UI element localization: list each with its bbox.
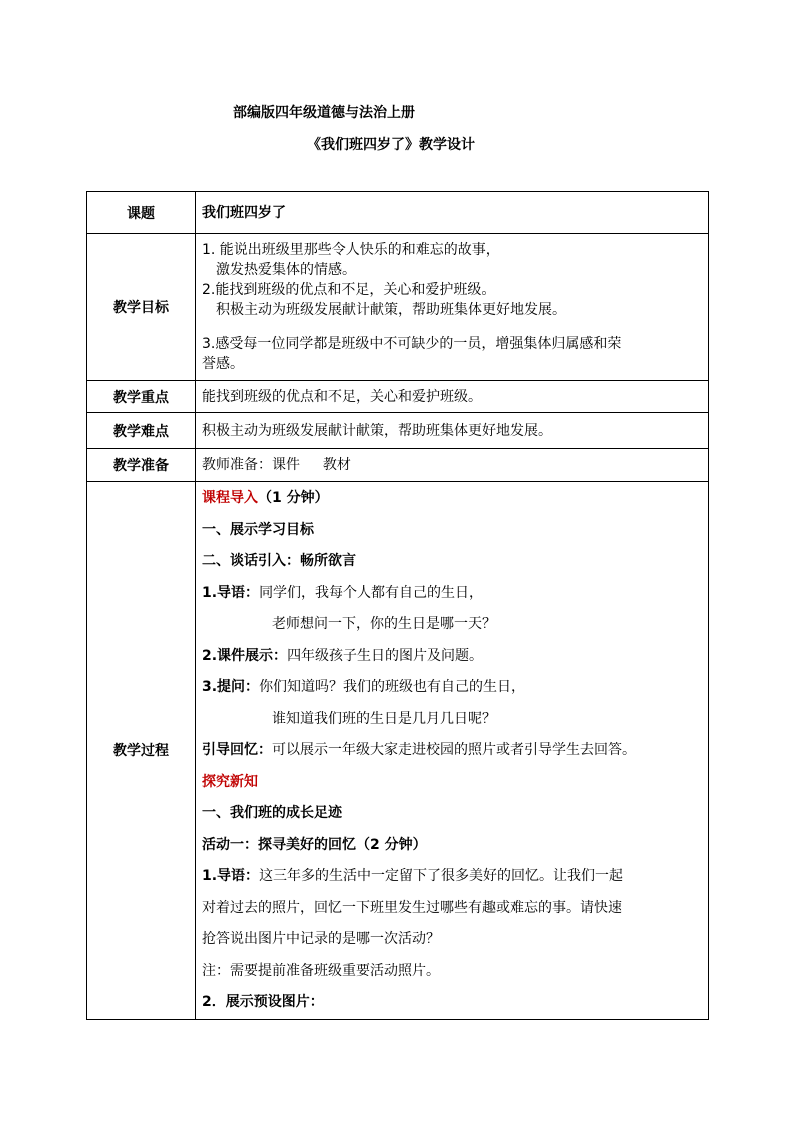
item-1-cont: 老师想问一下，你的生日是哪一天？ bbox=[272, 616, 496, 632]
table-row-preparation bbox=[87, 449, 709, 482]
item-2-line bbox=[202, 641, 702, 673]
table-row-topic bbox=[87, 192, 709, 234]
objective-line: 3.感受每一位同学都是班级中不可缺少的一员，增强集体归属感和荣 bbox=[202, 336, 622, 352]
process-label: 教学过程 bbox=[87, 482, 196, 1020]
guide-label: 引导回忆： bbox=[202, 742, 272, 758]
item-2-text: 四年级孩子生日的图片及问题。 bbox=[287, 647, 484, 664]
table-row-key-point bbox=[87, 381, 709, 413]
objective-line: 激发热爱集体的情感。 bbox=[216, 262, 356, 278]
activity-1: 活动一：探寻美好的回忆（2 分钟） bbox=[202, 836, 427, 853]
step-2: 二、谈话引入：畅所欲言 bbox=[202, 553, 356, 569]
key-point-value: 能找到班级的优点和不足，关心和爱护班级。 bbox=[196, 381, 709, 413]
difficulty-value: 积极主动为班级发展献计献策，帮助班集体更好地发展。 bbox=[196, 413, 709, 449]
lead-text-1: 这三年多的生活中一定留下了很多美好的回忆。让我们一起 bbox=[259, 868, 624, 884]
table-row-difficulty bbox=[87, 413, 709, 449]
note-line: 注：需要提前准备班级重要活动照片。 bbox=[202, 962, 440, 979]
item-3-cont: 谁知道我们班的生日是几月几日呢？ bbox=[272, 710, 496, 727]
difficulty-label: 教学难点 bbox=[87, 413, 196, 449]
item-3-text: 你们知道吗？我们的班级也有自己的生日， bbox=[259, 679, 526, 695]
guide-line bbox=[202, 735, 702, 767]
section-1: 一、我们班的成长足迹 bbox=[202, 805, 342, 821]
step-1: 一、展示学习目标 bbox=[202, 521, 314, 538]
key-point-label: 教学重点 bbox=[87, 381, 196, 413]
explore-heading: 探究新知 bbox=[202, 773, 258, 790]
topic-value: 我们班四岁了 bbox=[196, 192, 709, 234]
lead-line-2: 对着过去的照片，回忆一下班里发生过哪些有趣或难忘的事。请快速 bbox=[202, 899, 622, 916]
objective-line: 誉感。 bbox=[202, 356, 244, 372]
intro-time: （1 分钟） bbox=[258, 490, 329, 506]
lead-line-1 bbox=[202, 861, 702, 893]
intro-heading: 课程导入 bbox=[202, 490, 258, 506]
table-row-objectives bbox=[87, 234, 709, 381]
objective-line: 积极主动为班级发展献计献策，帮助班集体更好地发展。 bbox=[216, 302, 566, 318]
item-1-text: 同学们，我每个人都有自己的生日， bbox=[259, 584, 484, 601]
topic-label: 课题 bbox=[87, 192, 196, 234]
lead-line-3: 抢答说出图片中记录的是哪一次活动？ bbox=[202, 931, 440, 947]
item-2-label: 2.课件展示： bbox=[202, 647, 288, 664]
table-row-process bbox=[87, 482, 709, 1020]
preparation-value: 教师准备：课件 教材 bbox=[196, 449, 709, 482]
lead-label: 1.导语： bbox=[202, 868, 260, 884]
objectives-value bbox=[196, 234, 709, 381]
item-1-line bbox=[202, 578, 702, 610]
document-subtitle: 《我们班四岁了》教学设计 bbox=[307, 137, 475, 153]
item-1-label: 1.导语： bbox=[202, 584, 260, 601]
process-value bbox=[196, 482, 709, 1020]
item-3-line bbox=[202, 672, 702, 704]
lesson-plan-table bbox=[86, 191, 709, 1020]
objective-line: 1. 能说出班级里那些令人快乐的和难忘的故事， bbox=[202, 242, 500, 258]
document-title: 部编版四年级道德与法治上册 bbox=[233, 105, 415, 121]
guide-text: 可以展示一年级大家走进校园的照片或者引导学生去回答。 bbox=[272, 742, 636, 758]
preparation-label: 教学准备 bbox=[87, 449, 196, 482]
objectives-label: 教学目标 bbox=[87, 234, 196, 381]
show-pics-line: 2．展示预设图片： bbox=[202, 994, 324, 1010]
item-3-label: 3.提问： bbox=[202, 679, 260, 695]
objective-line: 2.能找到班级的优点和不足，关心和爱护班级。 bbox=[202, 282, 496, 298]
intro-heading-line bbox=[202, 483, 702, 515]
